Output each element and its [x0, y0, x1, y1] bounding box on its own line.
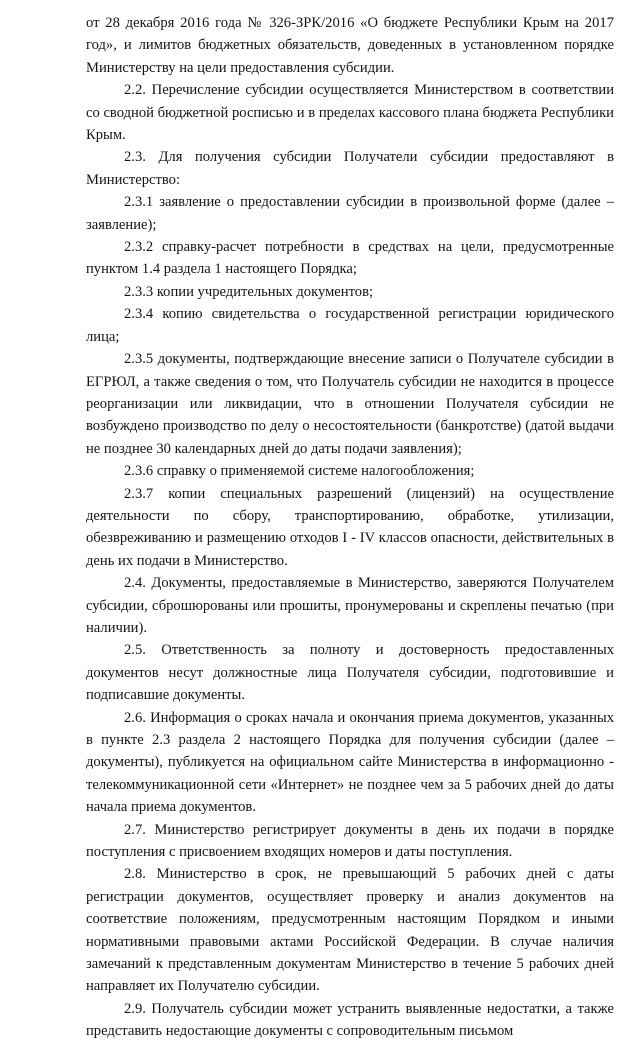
- paragraph-2-3-6: 2.3.6 справку о применяемой системе налогообложения;: [124, 463, 475, 480]
- paragraph-2-6: 2.6. Информация о сроках начала и окончания приема документов, указанных в пункте 2.3 раздела 2 настоящего Порядка для получения субсидии (далее – документы), публикуется на официальном сайте Министерства в информационно - телекоммуникационной сети «Интернет» не позднее чем за 5 рабочих дней до даты начала приема документов.: [86, 709, 614, 816]
- paragraph-2-7: 2.7. Министерство регистрирует документы в день их подачи в порядке поступления с присвоением входящих номеров и даты поступления.: [86, 821, 614, 861]
- paragraph-2-3-5: 2.3.5 документы, подтверждающие внесение записи о Получателе субсидии в ЕГРЮЛ, а также сведения о том, что Получатель субсидии не находится в процессе реорганизации или ликвидации, что в отношении Получателя субсидии не возбуждено производство по делу о несостоятельности (банкротстве) (датой выдачи не позднее 30 календарных дней до даты подачи заявления);: [86, 351, 614, 457]
- paragraph-2-5: 2.5. Ответственность за полноту и достоверность предоставленных документов несут должностные лица Получателя субсидии, подготовившие и подписавшие документы.: [86, 642, 614, 704]
- paragraph-2-3-2: 2.3.2 справку-расчет потребности в средствах на цели, предусмотренные пунктом 1.4 раздела 1 настоящего Порядка;: [86, 239, 614, 278]
- document-page: [86, 12, 614, 1043]
- paragraph-2-3-4: 2.3.4 копию свидетельства о государственной регистрации юридического лица;: [86, 306, 614, 345]
- paragraph-2-9: 2.9. Получатель субсидии может устранить выявленные недостатки, а также представить недостающие документы с сопроводительным письмом: [86, 1000, 614, 1040]
- paragraph-2-2: 2.2. Перечисление субсидии осуществляется Министерством в соответствии со сводной бюджетной росписью и в пределах кассового плана бюджета Республики Крым.: [86, 82, 614, 144]
- paragraph-2-3-1: 2.3.1 заявление о предоставлении субсидии в произвольной форме (далее – заявление);: [86, 194, 614, 233]
- paragraph-2-3-7: 2.3.7 копии специальных разрешений (лицензий) на осуществление деятельности по сбору, транспортированию, обработке, утилизации, обезвреживанию и размещению отходов I - IV классов опасности, действительных в день их подачи в Министерство.: [86, 485, 614, 569]
- paragraph-2-3-3: 2.3.3 копии учредительных документов;: [124, 283, 374, 300]
- paragraph-2-8: 2.8. Министерство в срок, не превышающий 5 рабочих дней с даты регистрации документов, осуществляет проверку и анализ документов на соответствие положениям, предусмотренным настоящим Порядком и иными нормативными правовыми актами Российской Федерации. В случае наличия замечаний к представленным документам Министерство в течение 5 рабочих дней направляет их Получателю субсидии.: [86, 866, 614, 995]
- paragraph-2-3: 2.3. Для получения субсидии Получатели субсидии предоставляют в Министерство:: [86, 149, 614, 188]
- paragraph-2-4: 2.4. Документы, предоставляемые в Министерство, заверяются Получателем субсидии, сброшюрованы или прошиты, пронумерованы и скреплены печатью (при наличии).: [86, 575, 614, 636]
- paragraph-budget-law: от 28 декабря 2016 года № 326-ЗРК/2016 «О бюджете Республики Крым на 2017 год», и лимитов бюджетных обязательств, доведенных в установленном порядке Министерству на цели предоставления субсидии.: [86, 15, 614, 76]
